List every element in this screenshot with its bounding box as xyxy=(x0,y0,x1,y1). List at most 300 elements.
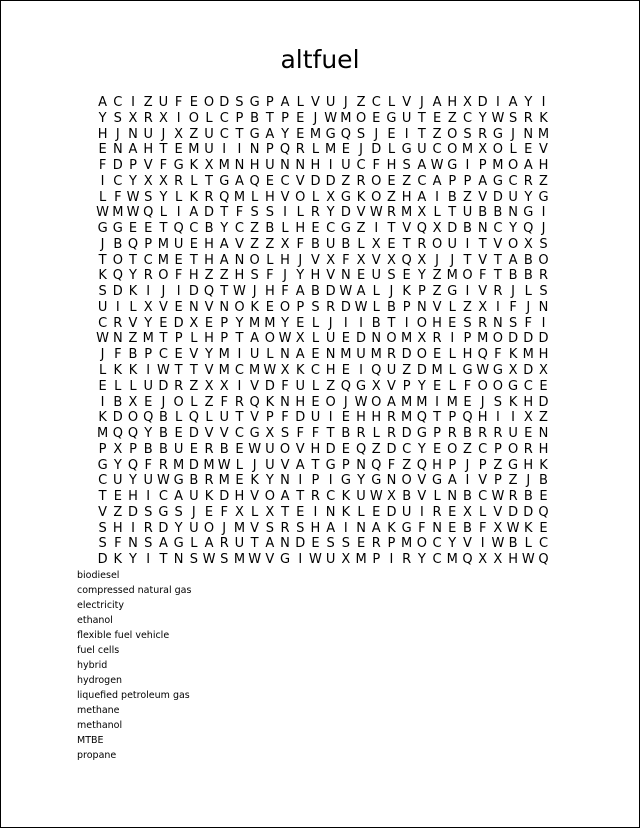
grid-letter: J xyxy=(313,110,318,126)
grid-letter: Q xyxy=(112,426,123,442)
grid-letter: S xyxy=(250,268,259,284)
grid-letter: U xyxy=(173,441,184,457)
grid-letter: U xyxy=(173,236,184,252)
grid-letter: K xyxy=(341,504,351,520)
grid-letter: U xyxy=(265,441,275,457)
grid-letter: A xyxy=(204,536,214,552)
grid-letter: Z xyxy=(402,457,412,473)
grid-letter: B xyxy=(128,347,138,363)
grid-letter: Y xyxy=(417,441,426,457)
grid-letter: X xyxy=(219,378,229,394)
grid-letter: X xyxy=(417,252,427,268)
grid-letter: H xyxy=(97,126,108,142)
grid-letter: T xyxy=(326,426,335,442)
grid-letter: E xyxy=(463,394,472,410)
grid-letter: D xyxy=(538,394,549,410)
grid-letter: P xyxy=(144,347,153,363)
grid-letter: X xyxy=(371,236,381,252)
grid-row xyxy=(95,174,551,190)
grid-letter: O xyxy=(264,331,275,347)
grid-letter: O xyxy=(112,252,123,268)
grid-letter: O xyxy=(386,331,397,347)
grid-letter: O xyxy=(279,299,291,315)
grid-letter: M xyxy=(203,457,215,473)
grid-letter: L xyxy=(98,189,107,205)
grid-letter: G xyxy=(401,520,412,536)
grid-letter: Y xyxy=(524,189,533,205)
grid-letter: N xyxy=(112,142,123,158)
grid-letter: X xyxy=(432,221,442,237)
grid-letter: V xyxy=(310,252,320,268)
grid-letter: R xyxy=(386,410,396,426)
grid-row xyxy=(95,489,551,505)
grid-row xyxy=(95,458,551,474)
grid-letter: M xyxy=(446,268,458,284)
grid-letter: L xyxy=(433,489,441,505)
grid-letter: D xyxy=(264,378,275,394)
grid-letter: D xyxy=(295,410,306,426)
grid-letter: J xyxy=(343,95,348,110)
grid-letter: J xyxy=(252,457,257,473)
grid-letter: G xyxy=(325,126,336,142)
grid-letter: S xyxy=(98,284,107,300)
grid-letter: T xyxy=(189,363,198,379)
grid-letter: G xyxy=(508,378,519,394)
grid-letter: O xyxy=(173,394,184,410)
grid-letter: N xyxy=(325,504,336,520)
grid-letter: L xyxy=(190,536,198,552)
grid-letter: C xyxy=(310,363,320,379)
grid-letter: G xyxy=(492,363,503,379)
grid-letter: D xyxy=(204,205,215,221)
grid-letter: U xyxy=(508,426,518,442)
grid-letter: F xyxy=(281,378,289,394)
grid-letter: A xyxy=(478,173,488,189)
grid-letter: W xyxy=(506,520,520,536)
grid-letter: N xyxy=(128,536,138,552)
grid-letter: P xyxy=(448,173,457,189)
grid-letter: V xyxy=(219,426,229,442)
grid-letter: M xyxy=(431,363,443,379)
grid-letter: H xyxy=(538,347,549,363)
grid-letter: W xyxy=(248,552,262,568)
grid-letter: X xyxy=(143,299,153,315)
grid-letter: E xyxy=(189,441,198,457)
grid-letter: U xyxy=(401,504,412,520)
grid-letter: R xyxy=(523,110,533,126)
grid-letter: D xyxy=(325,284,336,300)
grid-letter: G xyxy=(340,189,351,205)
grid-letter: E xyxy=(113,489,122,505)
grid-letter: P xyxy=(448,410,457,426)
grid-letter: N xyxy=(325,347,336,363)
grid-letter: T xyxy=(235,331,244,347)
grid-letter: C xyxy=(523,378,533,394)
grid-letter: G xyxy=(416,426,427,442)
grid-row xyxy=(95,268,551,284)
grid-letter: O xyxy=(431,236,443,252)
grid-letter: F xyxy=(478,520,487,536)
grid-letter: L xyxy=(311,142,320,158)
grid-letter: Y xyxy=(448,536,457,552)
grid-letter: B xyxy=(341,426,351,442)
grid-row xyxy=(95,426,551,442)
grid-letter: H xyxy=(143,142,154,158)
grid-letter: C xyxy=(417,173,427,189)
grid-row xyxy=(95,237,551,253)
grid-letter: B xyxy=(523,252,533,268)
grid-letter: S xyxy=(144,189,153,205)
grid-letter: I xyxy=(115,299,120,315)
grid-letter: P xyxy=(281,110,289,126)
grid-letter: D xyxy=(219,489,230,505)
grid-letter: M xyxy=(249,315,261,331)
grid-letter: K xyxy=(189,158,199,174)
grid-letter: P xyxy=(402,378,411,394)
grid-letter: B xyxy=(371,315,381,331)
grid-letter: N xyxy=(128,126,138,142)
grid-letter: F xyxy=(114,189,122,205)
grid-letter: D xyxy=(523,331,534,347)
grid-letter: O xyxy=(371,189,382,205)
grid-letter: N xyxy=(280,536,290,552)
grid-letter: E xyxy=(265,173,274,189)
grid-letter: H xyxy=(371,410,382,426)
grid-letter: F xyxy=(509,299,517,315)
grid-letter: M xyxy=(218,347,230,363)
grid-letter: I xyxy=(176,284,181,300)
grid-letter: Q xyxy=(188,410,199,426)
grid-letter: S xyxy=(508,110,518,126)
grid-letter: X xyxy=(387,489,396,505)
grid-letter: W xyxy=(126,205,140,221)
grid-letter: S xyxy=(493,394,503,410)
grid-letter: T xyxy=(265,110,274,126)
grid-letter: L xyxy=(174,410,183,426)
grid-letter: F xyxy=(98,158,107,174)
grid-letter: L xyxy=(190,331,198,347)
grid-letter: V xyxy=(539,142,548,158)
grid-letter: V xyxy=(143,158,153,174)
grid-letter: A xyxy=(356,284,366,300)
grid-letter: T xyxy=(387,315,396,331)
grid-letter: Z xyxy=(341,173,351,189)
grid-letter: I xyxy=(404,315,409,331)
grid-letter: I xyxy=(176,110,181,126)
word-list-item: propane xyxy=(77,750,117,761)
grid-letter: G xyxy=(249,126,260,142)
grid-letter: A xyxy=(295,457,305,473)
grid-letter: G xyxy=(280,552,291,568)
grid-letter: N xyxy=(371,331,382,347)
grid-row xyxy=(95,95,551,111)
grid-letter: I xyxy=(541,95,546,110)
grid-letter: L xyxy=(311,189,320,205)
grid-letter: S xyxy=(311,299,320,315)
grid-letter: K xyxy=(356,189,366,205)
grid-letter: Y xyxy=(113,457,122,473)
grid-letter: V xyxy=(280,189,290,205)
grid-letter: N xyxy=(386,473,397,489)
grid-letter: N xyxy=(234,252,245,268)
grid-letter: G xyxy=(340,473,351,489)
grid-letter: V xyxy=(295,441,305,457)
grid-letter: Q xyxy=(416,221,427,237)
grid-letter: C xyxy=(326,489,336,505)
grid-letter: D xyxy=(97,552,108,568)
grid-letter: D xyxy=(173,315,184,331)
grid-letter: Y xyxy=(144,315,153,331)
grid-letter: T xyxy=(235,410,244,426)
grid-letter: M xyxy=(477,331,489,347)
grid-row xyxy=(95,536,551,552)
grid-letter: N xyxy=(173,552,184,568)
grid-letter: M xyxy=(492,158,504,174)
grid-letter: A xyxy=(371,520,381,536)
grid-letter: M xyxy=(142,331,154,347)
grid-letter: E xyxy=(174,252,183,268)
grid-letter: B xyxy=(478,205,488,221)
grid-letter: F xyxy=(463,378,472,394)
grid-letter: S xyxy=(220,552,229,568)
grid-letter: B xyxy=(219,441,229,457)
grid-letter: N xyxy=(493,315,503,331)
grid-letter: N xyxy=(280,347,290,363)
grid-letter: S xyxy=(265,205,274,221)
grid-letter: R xyxy=(508,489,518,505)
grid-letter: Z xyxy=(204,268,214,284)
grid-letter: V xyxy=(356,205,366,221)
grid-letter: T xyxy=(235,126,244,142)
grid-letter: B xyxy=(402,489,412,505)
grid-letter: X xyxy=(508,363,518,379)
grid-letter: P xyxy=(493,441,502,457)
grid-letter: I xyxy=(146,489,151,505)
grid-letter: E xyxy=(432,378,442,394)
grid-letter: O xyxy=(371,394,382,410)
grid-letter: B xyxy=(523,489,533,505)
grid-letter: X xyxy=(493,520,503,536)
grid-letter: R xyxy=(478,426,488,442)
grid-letter: W xyxy=(156,473,170,489)
grid-letter: Y xyxy=(357,473,366,489)
grid-letter: P xyxy=(463,173,472,189)
grid-letter: U xyxy=(356,347,366,363)
grid-letter: B xyxy=(189,473,199,489)
grid-letter: R xyxy=(356,426,366,442)
grid-letter: D xyxy=(128,504,139,520)
grid-letter: H xyxy=(264,189,275,205)
grid-letter: F xyxy=(220,394,228,410)
grid-letter: Q xyxy=(462,410,473,426)
grid-letter: Q xyxy=(143,205,154,221)
grid-letter: A xyxy=(432,95,442,110)
word-list-item: flexible fuel vehicle xyxy=(77,630,170,641)
grid-letter: M xyxy=(340,347,352,363)
grid-letter: M xyxy=(401,331,413,347)
word-list-item: fuel cells xyxy=(77,645,120,656)
grid-letter: D xyxy=(188,426,199,442)
grid-letter: M xyxy=(522,347,534,363)
grid-letter: L xyxy=(479,504,487,520)
grid-letter: G xyxy=(97,457,108,473)
grid-letter: O xyxy=(507,158,519,174)
grid-letter: S xyxy=(296,520,305,536)
grid-letter: F xyxy=(418,520,426,536)
grid-letter: V xyxy=(387,378,396,394)
grid-letter: Y xyxy=(174,520,183,536)
grid-letter: W xyxy=(354,394,368,410)
grid-letter: M xyxy=(112,205,124,221)
grid-letter: O xyxy=(279,441,291,457)
grid-letter: C xyxy=(478,489,488,505)
grid-letter: Z xyxy=(204,394,214,410)
grid-letter: E xyxy=(128,221,138,237)
grid-letter: U xyxy=(143,473,153,489)
grid-letter: R xyxy=(493,426,503,442)
grid-letter: D xyxy=(112,410,123,426)
grid-letter: Z xyxy=(189,378,199,394)
grid-letter: B xyxy=(463,426,472,442)
grid-letter: H xyxy=(280,252,290,268)
grid-letter: O xyxy=(203,95,215,110)
grid-letter: U xyxy=(204,126,214,142)
grid-letter: C xyxy=(280,173,290,189)
grid-letter: B xyxy=(204,221,214,237)
grid-letter: V xyxy=(250,410,260,426)
grid-letter: F xyxy=(387,457,396,473)
grid-letter: E xyxy=(235,473,244,489)
grid-letter: A xyxy=(447,473,457,489)
grid-letter: U xyxy=(325,552,336,568)
grid-letter: Q xyxy=(340,378,351,394)
grid-letter: D xyxy=(401,347,412,363)
grid-letter: L xyxy=(387,142,396,158)
grid-letter: J xyxy=(328,315,333,331)
grid-letter: E xyxy=(524,142,533,158)
grid-letter: K xyxy=(387,520,396,536)
grid-letter: M xyxy=(157,252,170,268)
grid-letter: F xyxy=(174,95,183,110)
grid-letter: M xyxy=(249,363,261,379)
grid-letter: L xyxy=(159,205,168,221)
grid-letter: Y xyxy=(159,189,168,205)
grid-letter: O xyxy=(462,268,473,284)
grid-letter: E xyxy=(98,142,107,158)
grid-letter: R xyxy=(174,378,184,394)
grid-letter: K xyxy=(539,457,548,473)
grid-row xyxy=(95,253,551,269)
grid-letter: I xyxy=(298,473,303,489)
grid-letter: O xyxy=(477,378,488,394)
grid-letter: T xyxy=(159,552,168,568)
grid-letter: L xyxy=(281,221,289,237)
grid-letter: L xyxy=(296,95,304,110)
grid-letter: P xyxy=(478,158,487,174)
grid-letter: D xyxy=(447,221,458,237)
grid-row xyxy=(95,316,551,332)
grid-letter: P xyxy=(174,331,183,347)
grid-letter: M xyxy=(416,394,428,410)
grid-letter: Q xyxy=(462,552,473,568)
grid-letter: H xyxy=(462,347,473,363)
grid-letter: N xyxy=(356,520,366,536)
grid-letter: M xyxy=(264,315,276,331)
grid-row xyxy=(95,505,551,521)
grid-letter: U xyxy=(341,158,351,174)
grid-letter: T xyxy=(493,252,502,268)
grid-letter: E xyxy=(204,504,214,520)
grid-letter: M xyxy=(355,552,367,568)
grid-letter: U xyxy=(325,236,336,252)
grid-letter: L xyxy=(433,205,441,221)
grid-letter: G xyxy=(492,173,503,189)
grid-letter: J xyxy=(526,473,531,489)
grid-letter: T xyxy=(417,126,426,142)
grid-letter: I xyxy=(146,284,151,300)
grid-letter: Y xyxy=(129,173,137,189)
grid-letter: X xyxy=(387,252,396,268)
grid-row xyxy=(95,142,551,158)
grid-letter: D xyxy=(325,441,336,457)
grid-letter: D xyxy=(310,173,321,189)
grid-letter: L xyxy=(524,284,532,300)
grid-letter: E xyxy=(372,110,381,126)
grid-letter: N xyxy=(417,299,427,315)
grid-letter: P xyxy=(311,473,320,489)
grid-letter: E xyxy=(539,378,548,394)
grid-letter: E xyxy=(159,315,168,331)
grid-letter: I xyxy=(465,284,470,300)
grid-letter: F xyxy=(296,236,304,252)
grid-letter: A xyxy=(417,158,427,174)
grid-letter: F xyxy=(494,347,502,363)
grid-letter: E xyxy=(174,299,183,315)
grid-letter: K xyxy=(204,489,214,505)
grid-letter: I xyxy=(465,473,470,489)
grid-letter: D xyxy=(523,504,534,520)
grid-letter: P xyxy=(433,426,441,442)
grid-letter: R xyxy=(523,441,533,457)
grid-letter: R xyxy=(143,520,153,536)
grid-letter: A xyxy=(189,205,199,221)
grid-letter: H xyxy=(234,268,245,284)
grid-letter: B xyxy=(113,236,123,252)
grid-letter: C xyxy=(538,536,549,552)
grid-letter: F xyxy=(478,268,487,284)
grid-letter: Q xyxy=(249,394,260,410)
grid-row xyxy=(95,158,551,174)
grid-letter: Z xyxy=(463,189,472,205)
grid-letter: B xyxy=(158,410,168,426)
grid-letter: M xyxy=(233,189,246,205)
grid-letter: T xyxy=(281,504,290,520)
grid-letter: G xyxy=(249,95,260,110)
grid-letter: L xyxy=(311,378,320,394)
grid-letter: R xyxy=(204,441,214,457)
grid-letter: C xyxy=(432,536,442,552)
grid-letter: C xyxy=(356,158,366,174)
grid-letter: P xyxy=(341,457,350,473)
grid-letter: O xyxy=(492,142,503,158)
grid-row xyxy=(95,300,551,316)
grid-letter: T xyxy=(463,252,472,268)
grid-letter: F xyxy=(159,158,168,174)
grid-letter: S xyxy=(98,520,107,536)
grid-letter: N xyxy=(295,158,306,174)
grid-letter: Z xyxy=(463,299,472,315)
grid-letter: I xyxy=(237,347,242,363)
